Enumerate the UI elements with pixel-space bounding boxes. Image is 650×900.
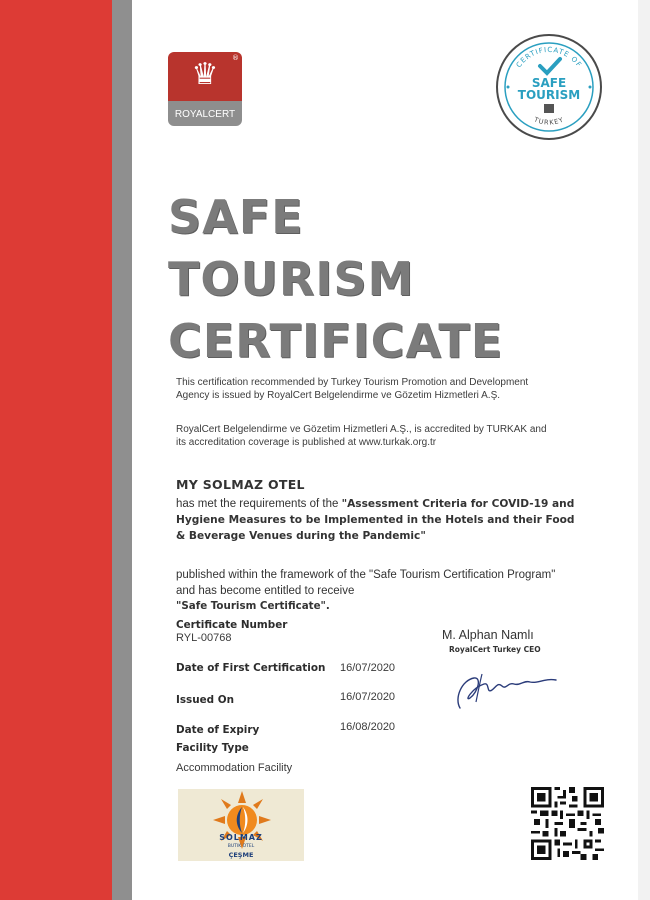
- paper-edge: [638, 0, 650, 900]
- facility-type-label: Facility Type: [176, 742, 249, 754]
- certificate-name: "Safe Tourism Certificate".: [176, 600, 330, 612]
- crown-icon: ♛: [191, 57, 219, 92]
- assessment-criteria: "Assessment Criteria for COVID-19 and Hygiene Measures to be Implemented in the Hotels and their Food & Beverage Venues during the Pandemic": [176, 498, 575, 542]
- hotel-logo: [178, 789, 304, 861]
- grey-border-stripe: [112, 0, 132, 900]
- title-line-2: TOURISM: [168, 252, 415, 306]
- issued-on-label: Issued On: [176, 694, 234, 706]
- safe-tourism-seal: [494, 32, 604, 142]
- seal-top-arc-text: CERTIFICATE OF: [514, 45, 584, 70]
- hotel-logo-subtitle: BUTIK OTEL: [227, 844, 255, 849]
- signature: [452, 668, 562, 716]
- royalcert-logo-text: ROYALCERT: [174, 109, 236, 120]
- requirement-prefix: has met the requirements of the: [176, 498, 342, 510]
- signatory-name: M. Alphan Namlı: [442, 628, 534, 642]
- royalcert-logo: [168, 52, 242, 126]
- seal-emblem: [544, 104, 554, 113]
- red-border-stripe: [0, 0, 112, 900]
- signatory-title: RoyalCert Turkey CEO: [449, 645, 541, 654]
- issued-on-date: 16/07/2020: [340, 691, 396, 703]
- certificate-title: [168, 186, 503, 372]
- first-certification-date: 16/07/2020: [340, 662, 396, 674]
- expiry-date: 16/08/2020: [340, 721, 396, 733]
- title-line-3: CERTIFICATE: [168, 314, 504, 368]
- first-certification-label: Date of First Certification: [176, 662, 326, 674]
- holder-name: MY SOLMAZ OTEL: [176, 477, 305, 492]
- registered-mark: ®: [232, 54, 239, 62]
- certificate-number-label: Certificate Number: [176, 619, 288, 631]
- qr-code-icon: [531, 787, 604, 860]
- hotel-logo-name: SOLMAZ: [219, 833, 263, 842]
- certificate-number: RYL-00768: [176, 632, 232, 644]
- intro-paragraph-1: This certification recommended by Turkey Tourism Promotion and Development Agency is issued by RoyalCert Belgelendirme ve Gözetim Hizmetleri A.Ş.: [176, 377, 529, 401]
- seal-line-safe: SAFE: [531, 76, 567, 90]
- published-text: published within the framework of the "Safe Tourism Certification Program" and has become entitled to receive: [176, 569, 556, 597]
- hotel-logo-town: ÇEŞME: [228, 851, 254, 859]
- seal-line-tourism: TOURISM: [517, 88, 581, 102]
- seal-bottom-text: TURKEY: [532, 115, 566, 127]
- title-line-1: SAFE: [168, 190, 304, 244]
- intro-paragraph-2: RoyalCert Belgelendirme ve Gözetim Hizmetleri A.Ş., is accredited by TURKAK and its accreditation coverage is published at www.turkak.org.tr: [176, 424, 547, 448]
- facility-type: Accommodation Facility: [176, 762, 293, 774]
- expiry-label: Date of Expiry: [176, 724, 260, 736]
- published-text-block: [176, 568, 556, 615]
- requirements-text: [176, 496, 576, 544]
